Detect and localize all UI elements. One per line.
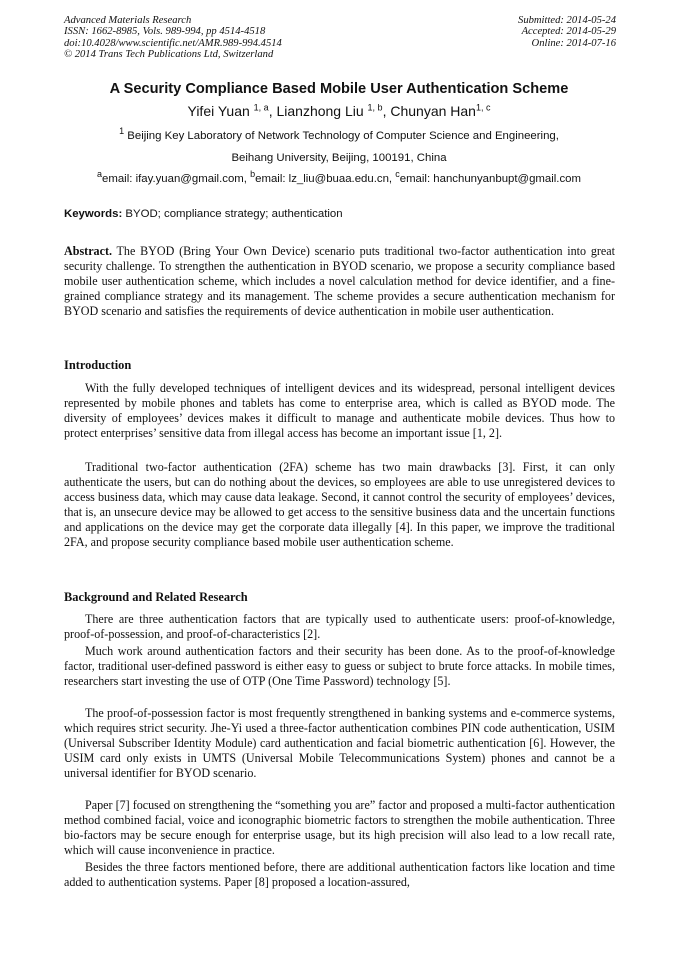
- doi-line: doi:10.4028/www.scientific.net/AMR.989-994.4514: [64, 37, 282, 49]
- affiliation-text: Beijing Key Laboratory of Network Technology of Computer Science and Engineering,: [127, 130, 559, 142]
- email-superscript: c: [395, 169, 400, 180]
- online-date: Online: 2014-07-16: [531, 37, 616, 49]
- email-entry: email: lz_liu@buaa.edu.cn,: [255, 173, 396, 185]
- paper-title: A Security Compliance Based Mobile User Authentication Scheme: [109, 81, 569, 97]
- author-separator: ,: [382, 103, 391, 119]
- submitted-date: Submitted: 2014-05-24: [518, 15, 616, 26]
- keywords: [64, 208, 616, 220]
- affiliation-superscript: 1: [119, 126, 125, 137]
- paragraph: Besides the three factors mentioned before, there are additional authentication factors like location and time added to authentication systems. Paper [8] proposed a location-assured,: [64, 860, 615, 889]
- author-emails: [30, 169, 648, 185]
- abstract: [64, 244, 615, 319]
- paragraph: With the fully developed techniques of intelligent devices and its widespread, personal intelligent devices represented by mobile phones and tablets has come to enterprise area, which is called as BYOD mode. The diversity of employees’ devices makes it difficult to manage and authenticate mobile devices. Thus how to protect enterprises’ sensitive data from illegal access has become an important issue [1, 2].: [64, 381, 615, 440]
- affiliation-line-2: Beihang University, Beijing, 100191, China: [231, 152, 447, 164]
- author-superscript: 1, c: [475, 102, 491, 113]
- email-entry: email: ifay.yuan@gmail.com,: [102, 173, 251, 185]
- page-header: [64, 15, 616, 65]
- paragraph: Traditional two-factor authentication (2FA) scheme has two main drawbacks [3]. First, it can only authenticate the users, but can do nothing about the devices, so employees are able to use unregistered devices to access business data, which may cause data leakage. Second, it cannot control the security of employees’ devices, that is, an unsecure device may be allowed to get access to the sensitive business data and the uncertain functions and applications on the device may get the corporate data illegally [4]. In this paper, we improve the traditional 2FA, and propose security compliance based mobile user authentication scheme.: [64, 460, 615, 549]
- email-superscript: a: [97, 169, 103, 180]
- email-entry: email: hanchunyanbupt@gmail.com: [399, 173, 581, 185]
- email-superscript: b: [250, 169, 256, 180]
- abstract-text: The BYOD (Bring Your Own Device) scenario puts traditional two-factor authentication into great security challenge. To strengthen the authentication in BYOD scenario, we propose a security compliance based mobile user authentication scheme, which includes a novel calculation method for device identifier, and a fine-grained compliance strategy and its management. The scheme provides a secure authentication mechanism for BYOD scenario and satisfies the requirements of device authentication in mobile user authentication.: [64, 244, 615, 318]
- publication-dates: [518, 15, 616, 49]
- keywords-text: BYOD; compliance strategy; authentication: [122, 208, 343, 220]
- paragraph: There are three authentication factors that are typically used to authenticate users: proof-of-knowledge, proof-of-possession, and proof-of-characteristics [2].: [64, 612, 615, 641]
- keywords-label: Keywords:: [64, 208, 123, 220]
- paragraph: The proof-of-possession factor is most frequently strengthened in banking systems and e-commerce systems, which requires strict security. Jhe-Yi used a three-factor authentication combines PIN code authentication, USIM (Universal Subscriber Identity Module) card authentication and facial biometric authentication [6]. However, the USIM card only exists in UMTS (Universal Mobile Telecommunications System) phones and cannot be a universal identifier for BYOD scenario.: [64, 706, 615, 780]
- section-heading-background: Background and Related Research: [64, 590, 248, 604]
- section-heading-introduction: Introduction: [64, 358, 132, 372]
- paragraph: Paper [7] focused on strengthening the “something you are” factor and proposed a multi-factor authentication method combined facial, voice and iconographic biometric factors to strengthen the mobile authentication. Three bio-factors may be secure enough for enterprise usage, but its high precision will also lead to a low recall rate, which will cause inconvenience in practice.: [64, 798, 615, 857]
- paragraph: Much work around authentication factors and their security has been done. As to the proof-of-knowledge factor, traditional user-defined password is either easy to guess or subject to brute force attacks. In mobile times, researchers start investing the use of OTP (One Time Password) technology [5].: [64, 644, 615, 688]
- journal-info: [64, 15, 282, 60]
- abstract-label: Abstract.: [64, 244, 113, 258]
- issn-line: ISSN: 1662-8985, Vols. 989-994, pp 4514-4518: [64, 26, 266, 38]
- accepted-date: Accepted: 2014-05-29: [521, 26, 616, 38]
- author-separator: ,: [268, 103, 277, 119]
- author-list: [40, 103, 638, 119]
- journal-name: Advanced Materials Research: [64, 15, 192, 26]
- author-superscript: 1, a: [253, 102, 269, 113]
- copyright-line: © 2014 Trans Tech Publications Ltd, Switzerland: [64, 48, 274, 60]
- affiliation-line-1: [30, 126, 648, 142]
- author-name: Chunyan Han: [390, 103, 476, 119]
- author-superscript: 1, b: [367, 102, 383, 113]
- author-name: Yifei Yuan: [187, 103, 250, 119]
- author-name: Lianzhong Liu: [276, 103, 364, 119]
